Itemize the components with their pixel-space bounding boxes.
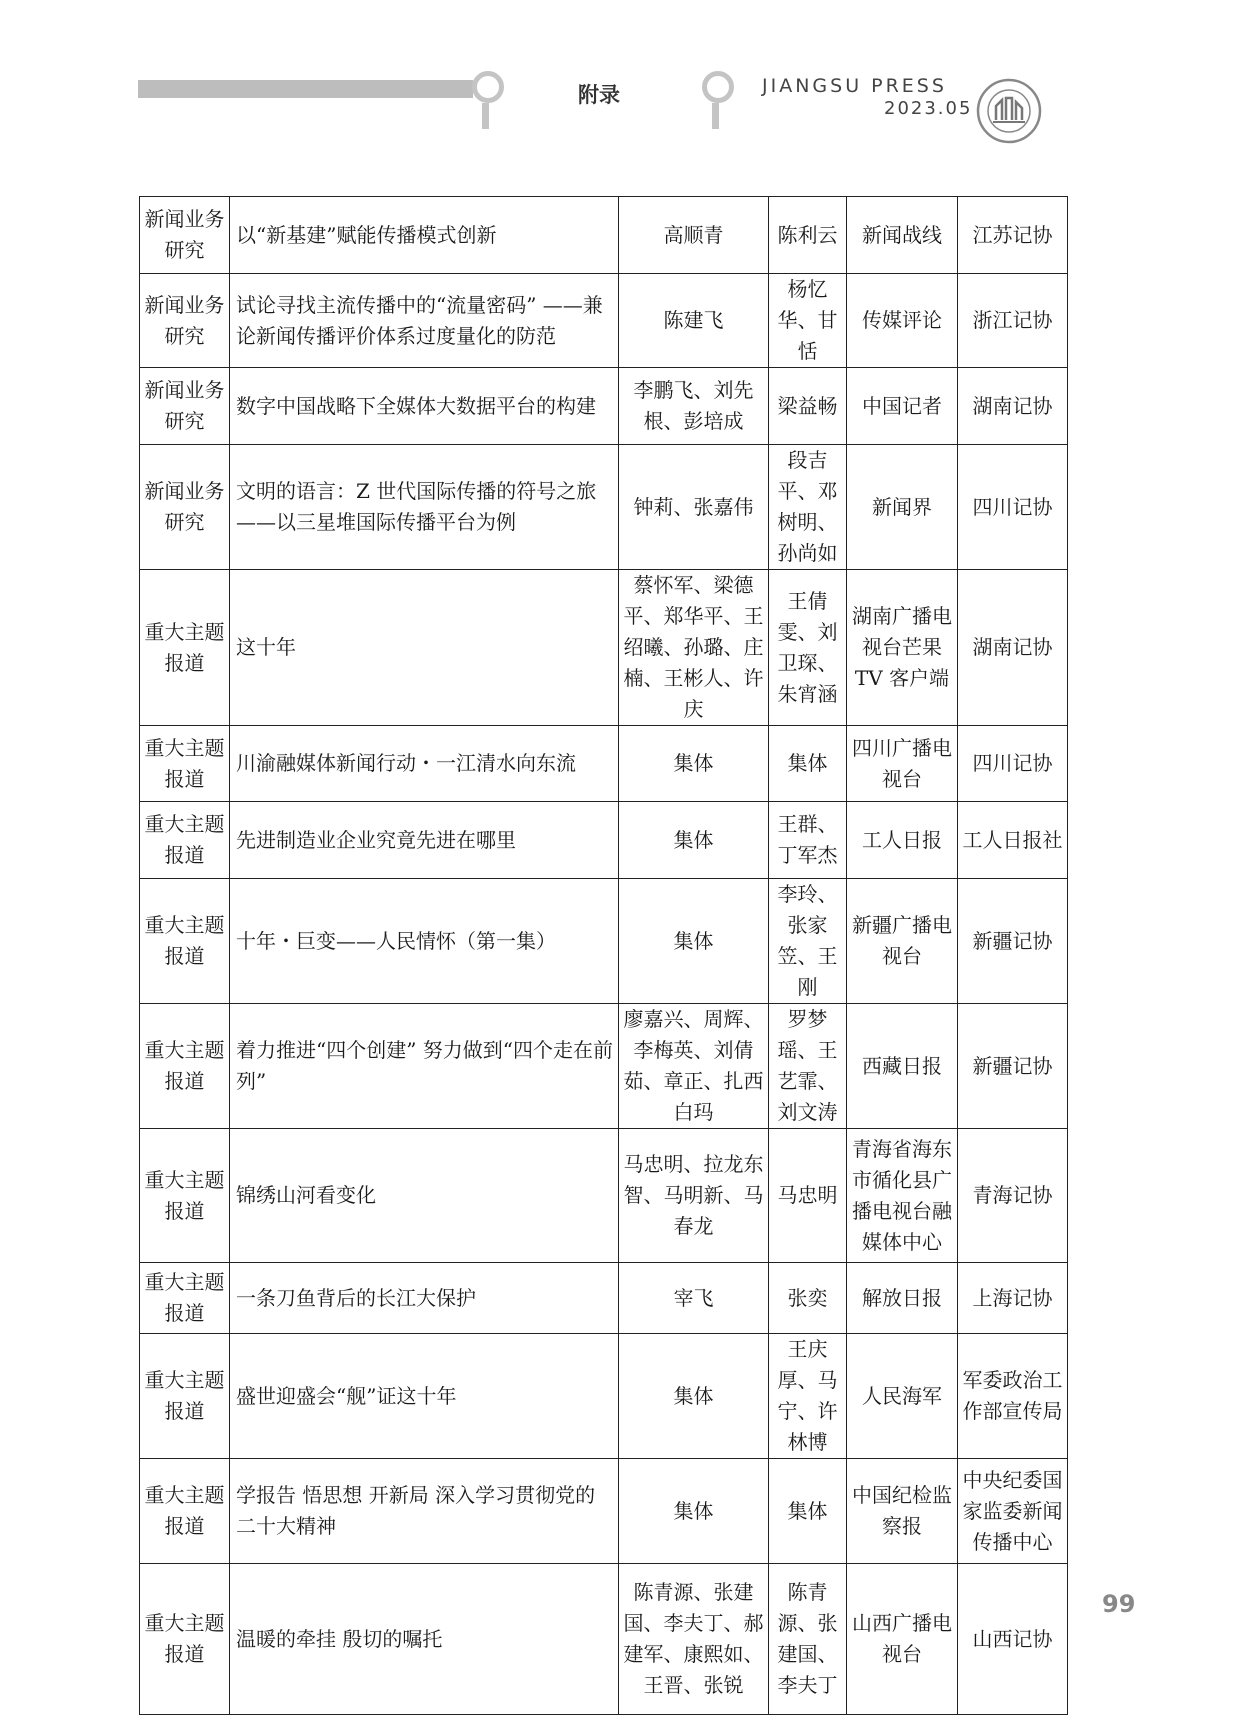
title-cell: 学报告 悟思想 开新局 深入学习贯彻党的二十大精神	[230, 1459, 619, 1564]
authors-cell: 廖嘉兴、周辉、李梅英、刘倩茹、章正、扎西白玛	[619, 1004, 769, 1129]
table-row	[140, 1129, 1068, 1263]
publisher-cell: 西藏日报	[847, 1004, 958, 1129]
publisher-cell: 人民海军	[847, 1334, 958, 1459]
title-cell: 温暖的牵挂 殷切的嘱托	[230, 1564, 619, 1715]
header-pin-right-stem	[712, 103, 719, 129]
recommender-cell: 新疆记协	[958, 879, 1068, 1004]
authors-cell: 蔡怀军、梁德平、郑华平、王绍曦、孙璐、庄楠、王彬人、许庆	[619, 570, 769, 726]
category-cell: 重大主题报道	[140, 1129, 230, 1263]
category-cell: 重大主题报道	[140, 1004, 230, 1129]
header-pin-right-icon	[702, 71, 734, 103]
title-cell: 这十年	[230, 570, 619, 726]
recommender-cell: 新疆记协	[958, 1004, 1068, 1129]
title-cell: 先进制造业企业究竟先进在哪里	[230, 802, 619, 879]
editors-cell: 梁益畅	[769, 368, 847, 445]
press-association-seal-icon	[976, 78, 1042, 144]
title-cell: 以“新基建”赋能传播模式创新	[230, 197, 619, 274]
title-cell: 着力推进“四个创建” 努力做到“四个走在前列”	[230, 1004, 619, 1129]
table-row	[140, 1004, 1068, 1129]
table-row	[140, 1334, 1068, 1459]
category-cell: 新闻业务研究	[140, 274, 230, 368]
authors-cell: 集体	[619, 1459, 769, 1564]
authors-cell: 宰飞	[619, 1263, 769, 1334]
table-row	[140, 726, 1068, 802]
issue-date: 2023.05	[884, 98, 973, 119]
editors-cell: 罗梦瑶、王艺霏、刘文涛	[769, 1004, 847, 1129]
category-cell: 新闻业务研究	[140, 368, 230, 445]
table-row	[140, 570, 1068, 726]
authors-cell: 钟莉、张嘉伟	[619, 445, 769, 570]
table-row	[140, 802, 1068, 879]
header-bar-left	[138, 80, 473, 98]
publisher-cell: 中国纪检监察报	[847, 1459, 958, 1564]
recommender-cell: 湖南记协	[958, 368, 1068, 445]
publisher-cell: 解放日报	[847, 1263, 958, 1334]
table-row	[140, 1459, 1068, 1564]
editors-cell: 段吉平、邓树明、孙尚如	[769, 445, 847, 570]
recommender-cell: 工人日报社	[958, 802, 1068, 879]
header-pin-left-icon	[472, 71, 504, 103]
recommender-cell: 浙江记协	[958, 274, 1068, 368]
title-cell: 川渝融媒体新闻行动・一江清水向东流	[230, 726, 619, 802]
editors-cell: 李玲、张家笠、王刚	[769, 879, 847, 1004]
publication-name: JIANGSU PRESS	[762, 75, 947, 97]
publisher-cell: 新闻界	[847, 445, 958, 570]
table-row	[140, 1263, 1068, 1334]
category-cell: 新闻业务研究	[140, 197, 230, 274]
table-row	[140, 445, 1068, 570]
publisher-cell: 工人日报	[847, 802, 958, 879]
title-cell: 数字中国战略下全媒体大数据平台的构建	[230, 368, 619, 445]
category-cell: 重大主题报道	[140, 1334, 230, 1459]
editors-cell: 王倩雯、刘卫琛、朱宵涵	[769, 570, 847, 726]
table-row	[140, 879, 1068, 1004]
category-cell: 重大主题报道	[140, 1459, 230, 1564]
table-row	[140, 368, 1068, 445]
editors-cell: 杨忆华、甘恬	[769, 274, 847, 368]
recommender-cell: 湖南记协	[958, 570, 1068, 726]
editors-cell: 陈利云	[769, 197, 847, 274]
editors-cell: 王庆厚、马宁、许林博	[769, 1334, 847, 1459]
publisher-cell: 青海省海东市循化县广播电视台融媒体中心	[847, 1129, 958, 1263]
table-row	[140, 274, 1068, 368]
publisher-cell: 四川广播电视台	[847, 726, 958, 802]
authors-cell: 集体	[619, 1334, 769, 1459]
category-cell: 重大主题报道	[140, 570, 230, 726]
authors-cell: 李鹏飞、刘先根、彭培成	[619, 368, 769, 445]
title-cell: 试论寻找主流传播中的“流量密码” ——兼论新闻传播评价体系过度量化的防范	[230, 274, 619, 368]
publisher-cell: 中国记者	[847, 368, 958, 445]
title-cell: 盛世迎盛会“舰”证这十年	[230, 1334, 619, 1459]
recommender-cell: 青海记协	[958, 1129, 1068, 1263]
section-title: 附录	[578, 83, 620, 107]
publisher-cell: 新疆广播电视台	[847, 879, 958, 1004]
recommender-cell: 上海记协	[958, 1263, 1068, 1334]
header-pin-left-stem	[482, 103, 489, 129]
recommender-cell: 四川记协	[958, 445, 1068, 570]
editors-cell: 张奕	[769, 1263, 847, 1334]
authors-cell: 陈建飞	[619, 274, 769, 368]
page-number: 99	[1102, 1590, 1136, 1618]
category-cell: 重大主题报道	[140, 802, 230, 879]
publisher-cell: 山西广播电视台	[847, 1564, 958, 1715]
publisher-cell: 湖南广播电视台芒果 TV 客户端	[847, 570, 958, 726]
category-cell: 重大主题报道	[140, 1263, 230, 1334]
recommender-cell: 四川记协	[958, 726, 1068, 802]
editors-cell: 王群、丁军杰	[769, 802, 847, 879]
publisher-cell: 传媒评论	[847, 274, 958, 368]
editors-cell: 集体	[769, 726, 847, 802]
title-cell: 锦绣山河看变化	[230, 1129, 619, 1263]
authors-cell: 集体	[619, 726, 769, 802]
category-cell: 重大主题报道	[140, 726, 230, 802]
authors-cell: 高顺青	[619, 197, 769, 274]
table-row	[140, 1564, 1068, 1715]
awards-table-body	[140, 197, 1068, 1715]
category-cell: 新闻业务研究	[140, 445, 230, 570]
authors-cell: 陈青源、张建国、李夫丁、郝建军、康熙如、王晋、张锐	[619, 1564, 769, 1715]
editors-cell: 陈青源、张建国、李夫丁	[769, 1564, 847, 1715]
category-cell: 重大主题报道	[140, 1564, 230, 1715]
editors-cell: 马忠明	[769, 1129, 847, 1263]
title-cell: 文明的语言：Z 世代国际传播的符号之旅——以三星堆国际传播平台为例	[230, 445, 619, 570]
recommender-cell: 中央纪委国家监委新闻传播中心	[958, 1459, 1068, 1564]
recommender-cell: 江苏记协	[958, 197, 1068, 274]
awards-table	[139, 196, 1068, 1715]
authors-cell: 马忠明、拉龙东智、马明新、马春龙	[619, 1129, 769, 1263]
category-cell: 重大主题报道	[140, 879, 230, 1004]
authors-cell: 集体	[619, 802, 769, 879]
recommender-cell: 山西记协	[958, 1564, 1068, 1715]
recommender-cell: 军委政治工作部宣传局	[958, 1334, 1068, 1459]
title-cell: 一条刀鱼背后的长江大保护	[230, 1263, 619, 1334]
authors-cell: 集体	[619, 879, 769, 1004]
publisher-cell: 新闻战线	[847, 197, 958, 274]
title-cell: 十年・巨变——人民情怀（第一集）	[230, 879, 619, 1004]
table-row	[140, 197, 1068, 274]
editors-cell: 集体	[769, 1459, 847, 1564]
